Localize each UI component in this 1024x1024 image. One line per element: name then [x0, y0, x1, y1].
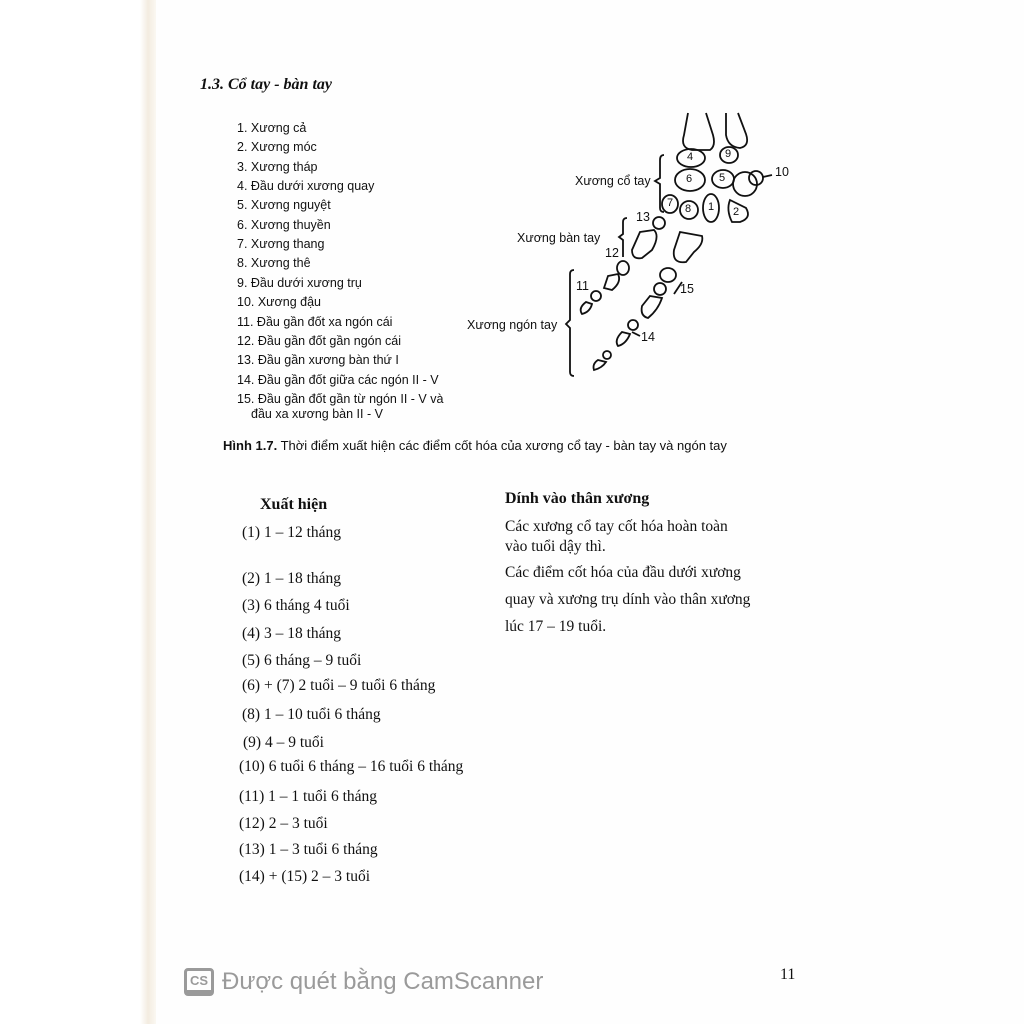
- appearance-entry: (4) 3 – 18 tháng: [242, 625, 342, 642]
- fusion-heading: Dính vào thân xương: [505, 490, 650, 507]
- bone-number: 4: [687, 151, 694, 163]
- legend-item: 4. Đầu dưới xương quay: [237, 179, 375, 193]
- appearance-entry: (1) 1 – 12 tháng: [242, 524, 342, 541]
- watermark-text: Được quét bằng CamScanner: [222, 968, 544, 995]
- phalanges-bracket: [566, 270, 574, 376]
- appearance-entry: (5) 6 tháng – 9 tuổi: [242, 652, 362, 669]
- bone-number: 7: [667, 197, 674, 209]
- bone-number: 9: [725, 148, 732, 160]
- appearance-entry: (13) 1 – 3 tuổi 6 tháng: [239, 841, 378, 858]
- legend-item: 9. Đầu dưới xương trụ: [237, 276, 362, 290]
- appearance-entry: (12) 2 – 3 tuổi: [239, 815, 328, 832]
- bone-number: 14: [641, 330, 655, 344]
- legend-item: 8. Xương thê: [237, 256, 311, 270]
- appearance-entry: (2) 1 – 18 tháng: [242, 570, 342, 587]
- legend-item: 11. Đầu gần đốt xa ngón cái: [237, 315, 393, 329]
- metacarpal-1: [632, 230, 657, 258]
- metacarpal-2: [674, 232, 703, 262]
- page-number: 11: [780, 966, 796, 983]
- ulna-bone: [726, 113, 747, 148]
- fusion-line: lúc 17 – 19 tuổi.: [505, 618, 607, 635]
- legend-item: 7. Xương thang: [237, 237, 325, 251]
- fusion-line: vào tuổi dậy thì.: [505, 538, 606, 555]
- appearance-entry: (9) 4 – 9 tuổi: [243, 734, 324, 751]
- legend-item: 5. Xương nguyệt: [237, 198, 331, 212]
- bone-number: 10: [775, 165, 789, 179]
- bone-number: 5: [719, 172, 726, 184]
- label-metacarpal: Xương bàn tay: [517, 231, 601, 245]
- appearance-entry: (14) + (15) 2 – 3 tuổi: [239, 868, 371, 885]
- appearance-entry: (3) 6 tháng 4 tuổi: [242, 597, 350, 614]
- appearance-entry: (6) + (7) 2 tuổi – 9 tuổi 6 tháng: [242, 677, 436, 694]
- legend-item: 15. Đầu gần đốt gần từ ngón II - V và: [237, 392, 444, 406]
- label-carpal: Xương cổ tay: [575, 174, 651, 188]
- legend-item: đầu xa xương bàn II - V: [251, 407, 383, 421]
- fusion-line: Các xương cổ tay cốt hóa hoàn toàn: [505, 518, 728, 535]
- camscanner-logo-icon: CS: [184, 968, 214, 996]
- legend-item: 13. Đầu gần xương bàn thứ I: [237, 353, 399, 367]
- figure-caption-text: Thời điểm xuất hiện các điểm cốt hóa của xương cổ tay - bàn tay và ngón tay: [280, 438, 727, 453]
- legend-item: 14. Đầu gần đốt giữa các ngón II - V: [237, 373, 439, 387]
- bone-number: 2: [733, 206, 740, 218]
- appearance-heading: Xuất hiện: [260, 496, 328, 513]
- legend-item: 1. Xương cả: [237, 121, 307, 135]
- metacarpal-bracket: [619, 218, 627, 257]
- label-phalanges: Xương ngón tay: [467, 318, 558, 332]
- legend-item: 10. Xương đậu: [237, 295, 321, 309]
- legend-item: 3. Xương tháp: [237, 160, 318, 174]
- fusion-line: quay và xương trụ dính vào thân xương: [505, 591, 751, 608]
- legend-item: 2. Xương móc: [237, 140, 317, 154]
- legend-item: 12. Đầu gần đốt gần ngón cái: [237, 334, 402, 348]
- bone-number: 8: [685, 203, 692, 215]
- appearance-entry: (8) 1 – 10 tuổi 6 tháng: [242, 706, 381, 723]
- fusion-line: Các điểm cốt hóa của đầu dưới xương: [505, 564, 741, 581]
- legend-item: 6. Xương thuyền: [237, 218, 331, 232]
- bone-number: 13: [636, 210, 650, 224]
- bone-number: 1: [708, 201, 715, 213]
- figure-number: Hình 1.7.: [223, 438, 278, 453]
- camscanner-watermark: [184, 968, 543, 996]
- bone-number: 6: [686, 173, 693, 185]
- bone-number: 12: [605, 246, 619, 260]
- bone-number: 11: [576, 279, 589, 293]
- appearance-entry: (11) 1 – 1 tuổi 6 tháng: [239, 788, 378, 805]
- radius-bone: [683, 113, 714, 150]
- figure-caption: [223, 438, 727, 453]
- section-title: 1.3. Cổ tay - bàn tay: [200, 76, 332, 93]
- appearance-entry: (10) 6 tuổi 6 tháng – 16 tuổi 6 tháng: [239, 758, 464, 775]
- bone-number: 15: [680, 282, 694, 296]
